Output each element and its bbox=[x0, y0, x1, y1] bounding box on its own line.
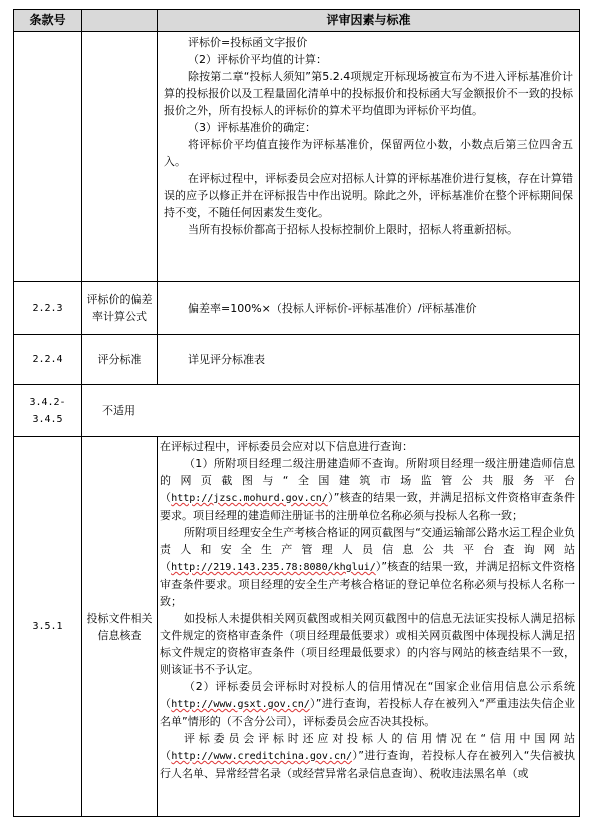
not-applicable-text: 不适用 bbox=[102, 404, 135, 417]
url-link[interactable]: http://219.143.235.78:8080/khglui/ bbox=[171, 562, 376, 573]
factor-cell bbox=[82, 385, 580, 437]
standard-text: 详见评分标准表 bbox=[188, 353, 265, 366]
evaluation-table bbox=[13, 9, 580, 817]
clause-cell: 2.2.3 bbox=[14, 282, 82, 335]
standard-text: 偏差率=100%×（投标人评标价-评标基准价）/评标基准价 bbox=[188, 301, 477, 315]
text-line: 将评标价平均值直接作为评标基准价，保留两位小数，小数点后第三位四舍五入。 bbox=[164, 138, 573, 168]
table-row-continued bbox=[14, 32, 580, 282]
standard-cell bbox=[158, 32, 580, 282]
table-row bbox=[14, 385, 580, 437]
header-standard: 评审因素与标准 bbox=[158, 10, 580, 32]
table-row bbox=[14, 282, 580, 335]
clause-cell: 3.4.2-3.4.5 bbox=[14, 385, 82, 437]
factor-cell: 投标文件相关信息核查 bbox=[82, 437, 158, 817]
url-link[interactable]: http://www.gsxt.gov.cn/ bbox=[171, 699, 310, 710]
url-link[interactable]: http://jzsc.mohurd.gov.cn/ bbox=[171, 493, 328, 504]
table-row bbox=[14, 437, 580, 817]
text-line: 当所有投标价都高于招标人投标控制价上限时，招标人将重新招标。 bbox=[188, 223, 518, 236]
table-row bbox=[14, 335, 580, 385]
factor-cell: 评标价的偏差率计算公式 bbox=[82, 282, 158, 335]
url-link[interactable]: http://www.creditchina.gov.cn/ bbox=[171, 751, 353, 762]
clause-cell: 2.2.4 bbox=[14, 335, 82, 385]
table-header-row bbox=[14, 10, 580, 32]
text-line: （1）所附项目经理二级注册建造师不查询。所附项目经理一级注册建造师信息的网页截图与“全国建筑市场监管公共服务平台（http://jzsc.mohurd.gov.cn/）”核查的结果一致，并满足招标文件资格审查条件要求。项目经理的建造师注册证书的注册单位名称必须与投标人名称一致； bbox=[160, 457, 575, 522]
text-line: （2）评标委员会评标时对投标人的信用情况在“国家企业信用信息公示系统（http://www.gsxt.gov.cn/）”进行查询，若投标人存在被列入“严重违法失信企业名单”情形的（不含分公司），评标委员会应否决其投标。 bbox=[160, 680, 576, 728]
text-line: 在评标过程中，评标委员会应对以下信息进行查询： bbox=[160, 440, 413, 453]
text-line: 所附项目经理安全生产考核合格证的网页截图与“交通运输部公路水运工程企业负责人和安全生产管理人员信息公共平台查询网站（http://219.143.235.78:8080/khglui/）”核查的结果一致，并满足招标文件资格审查条件要求。项目经理的安全生产考核合格证的登记单位名称必须与投标人名称一致； bbox=[160, 526, 576, 608]
standard-cell bbox=[158, 282, 580, 335]
text-line: 如投标人未提供相关网页截图或相关网页截图中的信息无法证实投标人满足招标文件规定的资格审查条件（项目经理最低要求）或相关网页截图中体现投标人满足招标文件规定的资格审查条件（项目经理最低要求）的内容与网站的核查结果不一致，则该证书不予认定。 bbox=[160, 612, 575, 676]
header-blank bbox=[82, 10, 158, 32]
text-line: （2）评标价平均值的计算： bbox=[188, 53, 327, 66]
clause-cell: 3.5.1 bbox=[14, 437, 82, 817]
text-line: 评标价=投标函文字报价 bbox=[188, 36, 308, 49]
standard-cell bbox=[158, 437, 580, 817]
text-line: 评标委员会评标时还应对投标人的信用情况在“信用中国网站（http://www.creditchina.gov.cn/）”进行查询，若投标人存在被列入“失信被执行人名单、异常经营名录（或经营异常名录信息查询）、税收违法黑名单（或 bbox=[160, 732, 575, 780]
header-clause: 条款号 bbox=[14, 10, 82, 32]
standard-cell bbox=[158, 335, 580, 385]
text-line: （3）评标基准价的确定： bbox=[188, 121, 316, 134]
text-line: 除按第二章“投标人须知”第5.2.4项规定开标现场被宣布为不进入评标基准价计算的投标报价以及工程量固化清单中的投标报价和投标函大写金额报价不一致的投标报价之外，所有投标人的评标价的算术平均值即为评标价平均值。 bbox=[164, 70, 573, 117]
text-line: 在评标过程中，评标委员会应对招标人计算的评标基准价进行复核，存在计算错误的应予以修正并在评标报告中作出说明。除此之外，评标基准价在整个评标期间保持不变，不随任何因素发生变化。 bbox=[164, 172, 573, 219]
factor-cell: 评分标准 bbox=[82, 335, 158, 385]
